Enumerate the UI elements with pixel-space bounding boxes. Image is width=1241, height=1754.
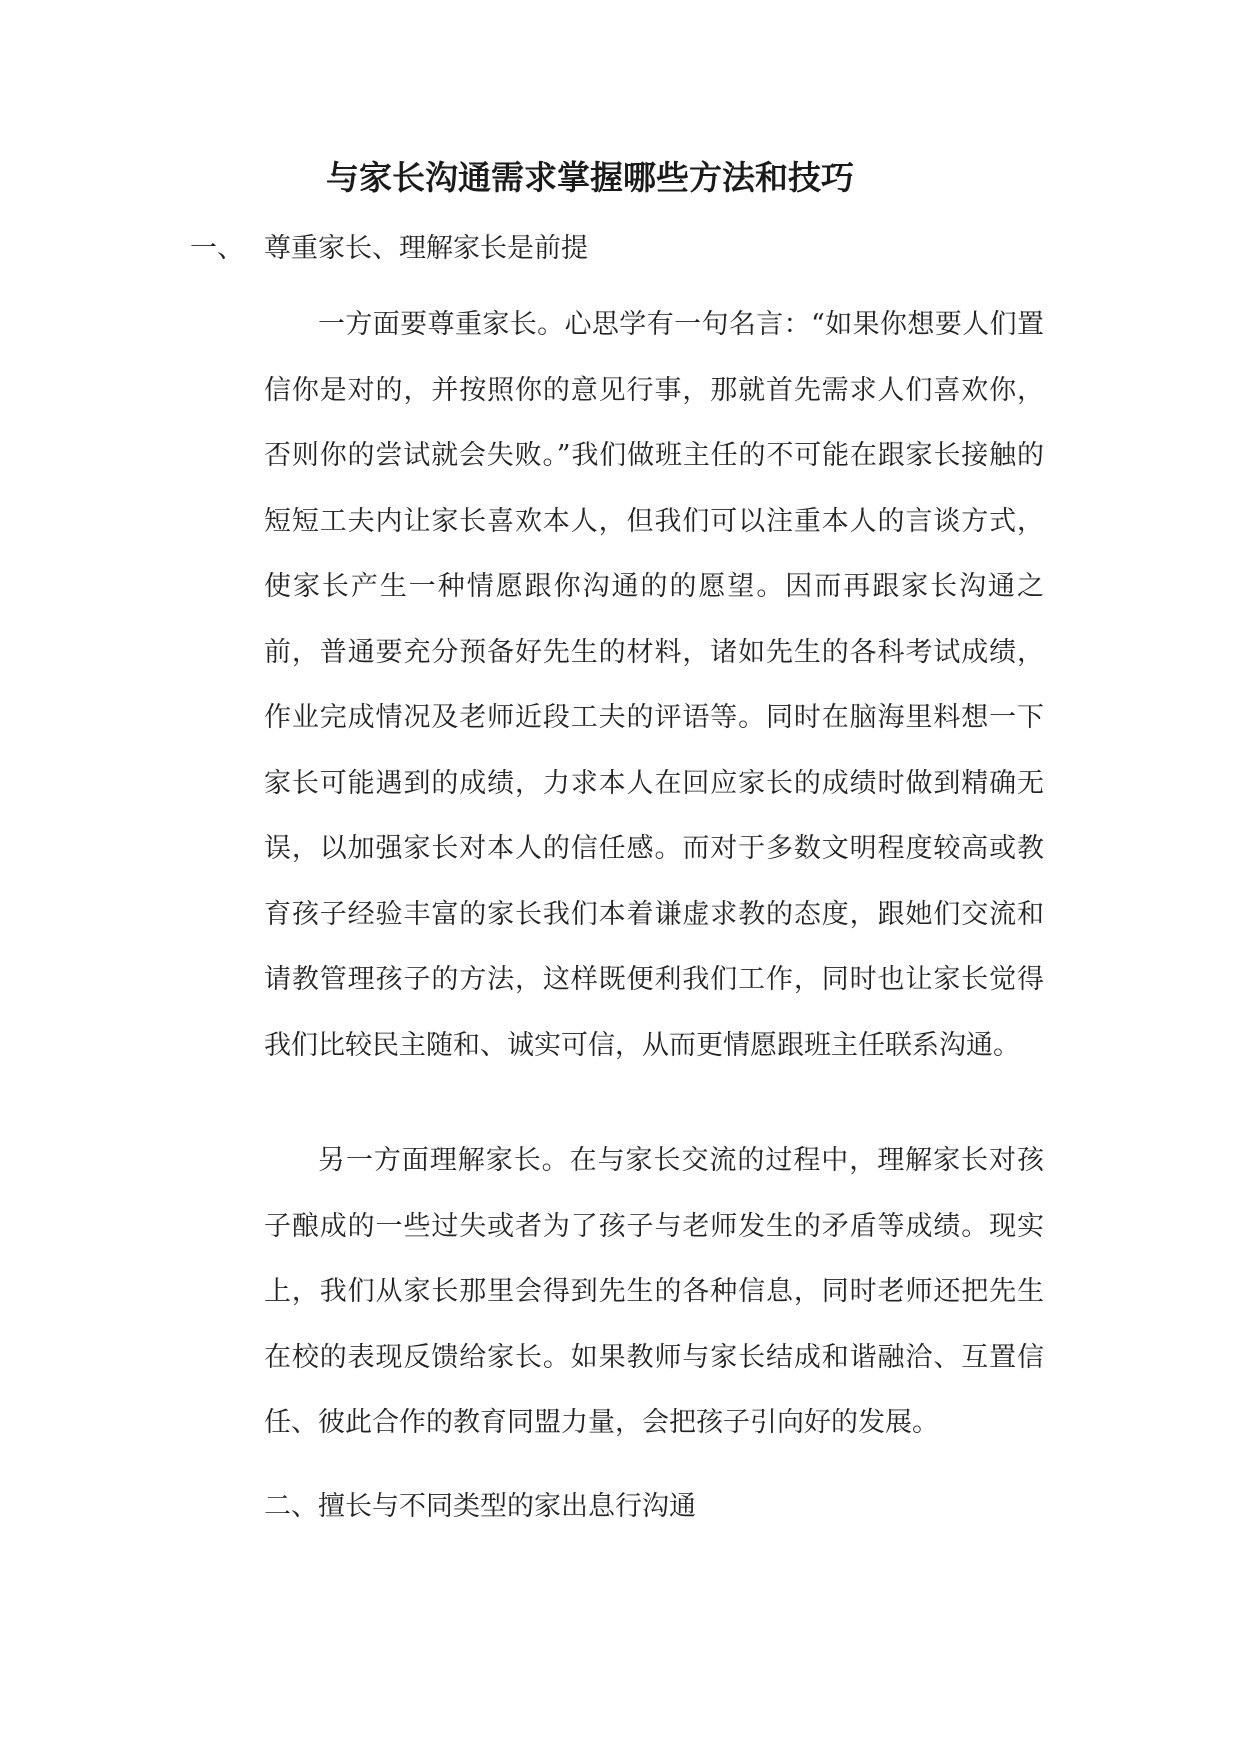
section-1-heading-text: 尊重家长、理解家长是前提 (264, 233, 588, 264)
document-title: 与家长沟通需求掌握哪些方法和技巧 (326, 158, 854, 197)
section-1-paragraph-2: 另一方面理解家长。在与家长交流的过程中，理解家长对孩子酿成的一些过失或者为了孩子与老师发生的矛盾等成绩。现实上，我们从家长那里会得到先生的各种信息，同时老师还把先生在校的表现反馈给家长。如果教师与家长结成和谐融洽、互置信任、彼此合作的教育同盟力量，会把孩子引向好的发展。 (264, 1145, 1044, 1438)
section-1-heading (190, 229, 588, 269)
section-2-heading: 二、擅长与不同类型的家出息行沟通 (264, 1491, 696, 1522)
section-1-paragraph-1: 一方面要尊重家长。心思学有一句名言：“如果你想要人们置信你是对的，并按照你的意见行事，那就首先需求人们喜欢你，否则你的尝试就会失败。”我们做班主任的不可能在跟家长接触的短短工夫内让家长喜欢本人，但我们可以注重本人的言谈方式，使家长产生一种情愿跟你沟通的的愿望。因而再跟家长沟通之前，普通要充分预备好先生的材料，诸如先生的各科考试成绩，作业完成情况及老师近段工夫的评语等。同时在脑海里料想一下家长可能遇到的成绩，力求本人在回应家长的成绩时做到精确无误，以加强家长对本人的信任感。而对于多数文明程度较高或教育孩子经验丰富的家长我们本着谦虚求教的态度，跟她们交流和请教管理孩子的方法，这样既便利我们工作，同时也让家长觉得我们比较民主随和、诚实可信，从而更情愿跟班主任联系沟通。 (264, 309, 1044, 1061)
section-1-number: 一、 (190, 233, 244, 264)
